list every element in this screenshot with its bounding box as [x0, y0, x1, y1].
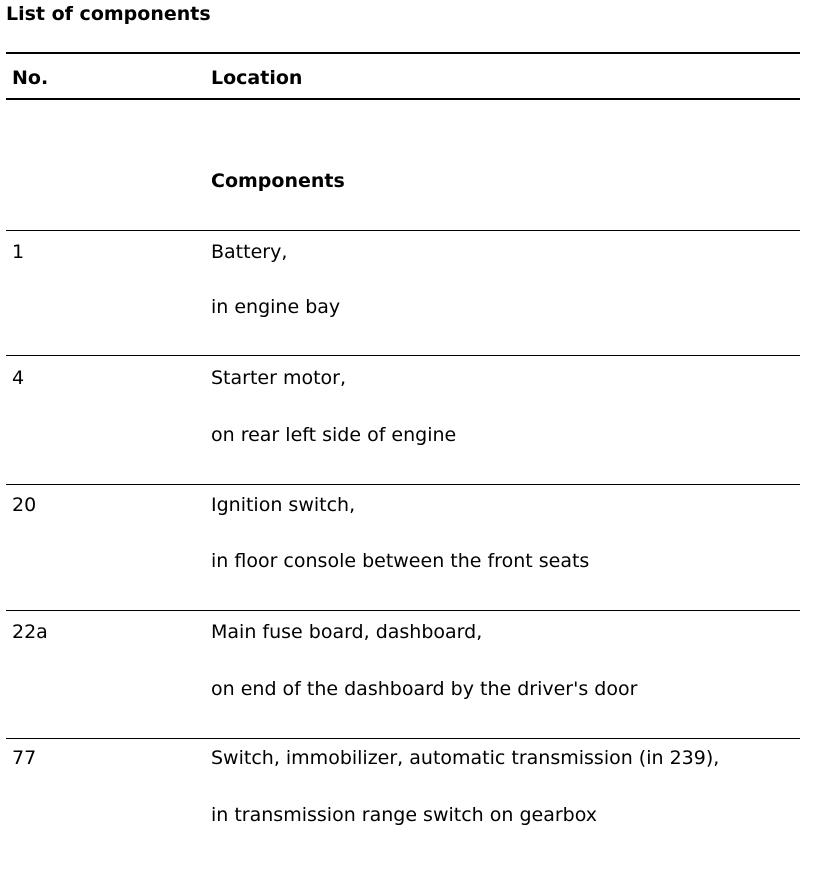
component-name: Battery, — [211, 241, 288, 263]
table-top-rule — [6, 52, 800, 54]
component-number: 77 — [12, 747, 37, 769]
row-divider — [6, 484, 800, 485]
component-location: in engine bay — [211, 296, 341, 318]
component-number: 4 — [12, 367, 25, 389]
component-location: in floor console between the front seats — [211, 550, 590, 572]
row-divider — [6, 230, 800, 231]
component-name: Ignition switch, — [211, 494, 356, 516]
component-location: in transmission range switch on gearbox — [211, 804, 598, 826]
component-location: on rear left side of engine — [211, 424, 457, 446]
component-name: Switch, immobilizer, automatic transmission (in 239), — [211, 747, 720, 769]
page-title: List of components — [6, 3, 211, 25]
column-header-no: No. — [12, 67, 49, 89]
component-number: 20 — [12, 494, 37, 516]
component-location: on end of the dashboard by the driver's door — [211, 678, 638, 700]
row-divider — [6, 355, 800, 356]
row-divider — [6, 738, 800, 739]
component-number: 1 — [12, 241, 25, 263]
column-header-location: Location — [211, 67, 303, 89]
component-name: Starter motor, — [211, 367, 347, 389]
row-divider — [6, 610, 800, 611]
component-name: Main fuse board, dashboard, — [211, 621, 483, 643]
header-bottom-rule — [6, 98, 800, 100]
component-number: 22a — [12, 621, 48, 643]
section-heading: Components — [211, 170, 345, 192]
